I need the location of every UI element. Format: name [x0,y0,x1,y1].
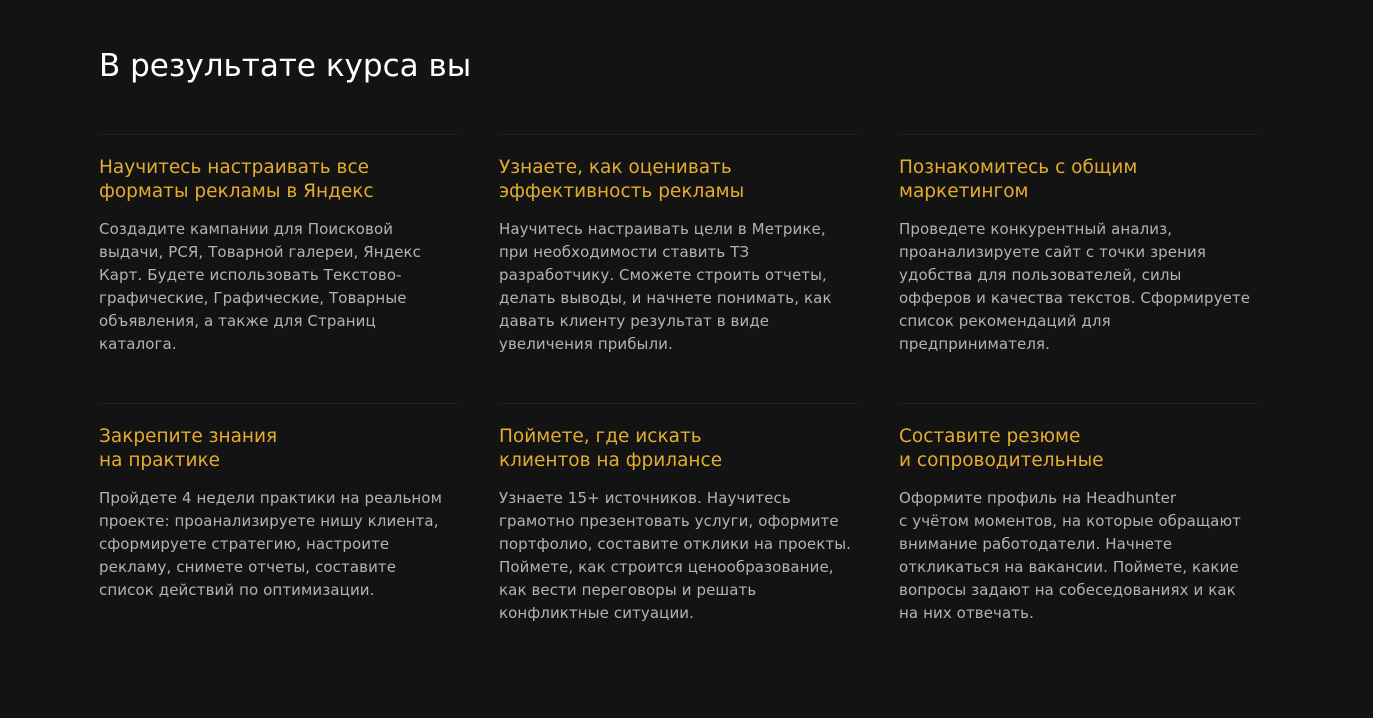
card-description: Проведете конкурентный анализ, проанализируете сайт с точки зрения удобства для пользователей, силы офферов и качества текстов. Сформируете список рекомендаций для предпринимателя. [899,220,1251,353]
result-card-practice [99,403,459,602]
section-title: В результате курса вы [99,48,472,84]
card-heading: Составите резюме и сопроводительные [899,426,1104,471]
result-card-yandex-ads [99,134,459,356]
card-description: Пройдете 4 недели практики на реальном проекте: проанализируете нишу клиента, сформируете стратегию, настроите рекламу, снимете отчеты, составите список действий по оптимизации. [99,489,442,599]
card-heading: Поймете, где искать клиентов на фрилансе [499,426,723,471]
card-heading: Узнаете, как оценивать эффективность рекламы [499,157,745,202]
card-heading: Научитесь настраивать все форматы рекламы в Яндекс [99,157,374,202]
card-heading: Познакомитесь с общим маркетингом [899,157,1138,202]
card-description: Научитесь настраивать цели в Метрике, при необходимости ставить ТЗ разработчику. Сможете строить отчеты, делать выводы, и начнете понимать, как давать клиенту результат в виде увеличения прибыли. [499,220,832,353]
result-card-marketing [899,134,1259,356]
result-card-ad-efficiency [499,134,859,356]
card-description: Оформите профиль на Headhunter с учётом моментов, на которые обращают внимание работодатели. Начнете откликаться на вакансии. Поймете, какие вопросы задают на собеседованиях и как на них отвечать. [899,489,1242,622]
result-card-freelance [499,403,859,625]
card-heading: Закрепите знания на практике [99,426,278,471]
card-description: Создадите кампании для Поисковой выдачи, РСЯ, Товарной галереи, Яндекс Карт. Будете использовать Текстово- графические, Графические, Товарные объявления, а также для Страниц каталога. [99,220,422,353]
result-card-resume [899,403,1259,625]
card-description: Узнаете 15+ источников. Научитесь грамотно презентовать услуги, оформите портфолио, составите отклики на проекты. Поймете, как строится ценообразование, как вести переговоры и решать конфликтные ситуации. [499,489,852,622]
